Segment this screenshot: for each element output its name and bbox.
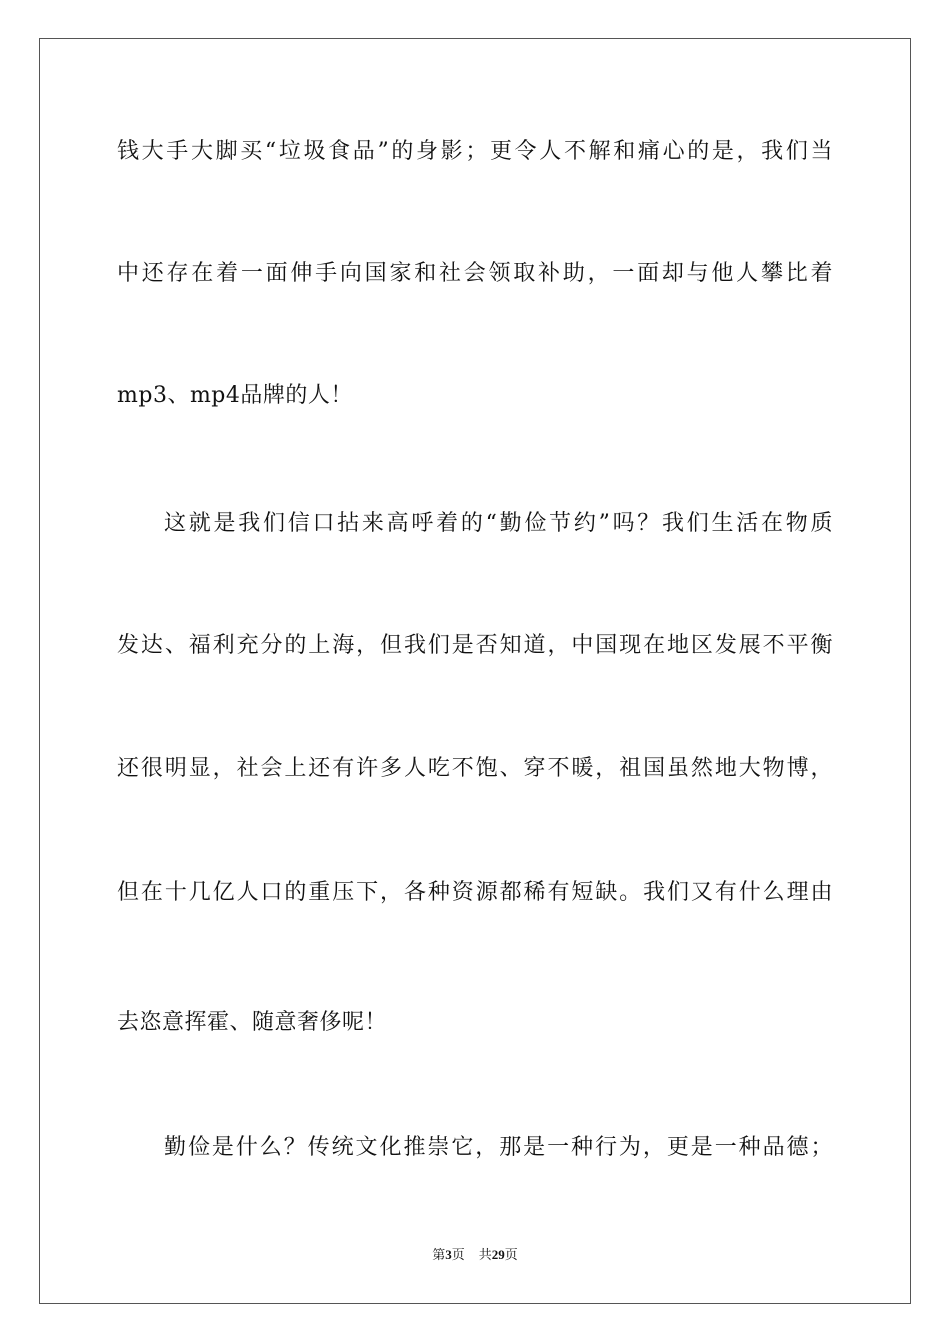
page-border [39, 38, 911, 1304]
paragraph-line-6: 还很明显，社会上还有许多人吃不饱、穿不暖，祖国虽然地大物博， [117, 756, 833, 781]
paragraph-line-1: 钱大手大脚买“垃圾食品”的身影；更令人不解和痛心的是，我们当 [117, 139, 833, 164]
page-footer [0, 1246, 950, 1265]
paragraph-line-9: 勤俭是什么？传统文化推崇它，那是一种行为，更是一种品德； [164, 1135, 833, 1160]
paragraph-line-4: 这就是我们信口拈来高呼着的“勤俭节约”吗？我们生活在物质 [164, 511, 833, 536]
paragraph-line-7: 但在十几亿人口的重压下，各种资源都稀有短缺。我们又有什么理由 [117, 880, 833, 905]
total-suffix: 页 [504, 1248, 518, 1263]
page-suffix: 页 [451, 1248, 465, 1263]
page-prefix: 第 [432, 1248, 446, 1263]
paragraph-line-3: mp3、mp4品牌的人！ [117, 383, 353, 408]
total-pages: 29 [491, 1247, 505, 1262]
page-number: 3 [445, 1247, 452, 1262]
paragraph-line-8: 去恣意挥霍、随意奢侈呢！ [117, 1010, 388, 1035]
paragraph-line-5: 发达、福利充分的上海，但我们是否知道，中国现在地区发展不平衡 [117, 633, 833, 658]
paragraph-line-2: 中还存在着一面伸手向国家和社会领取补助，一面却与他人攀比着 [117, 261, 833, 286]
total-prefix: 共 [478, 1248, 492, 1263]
